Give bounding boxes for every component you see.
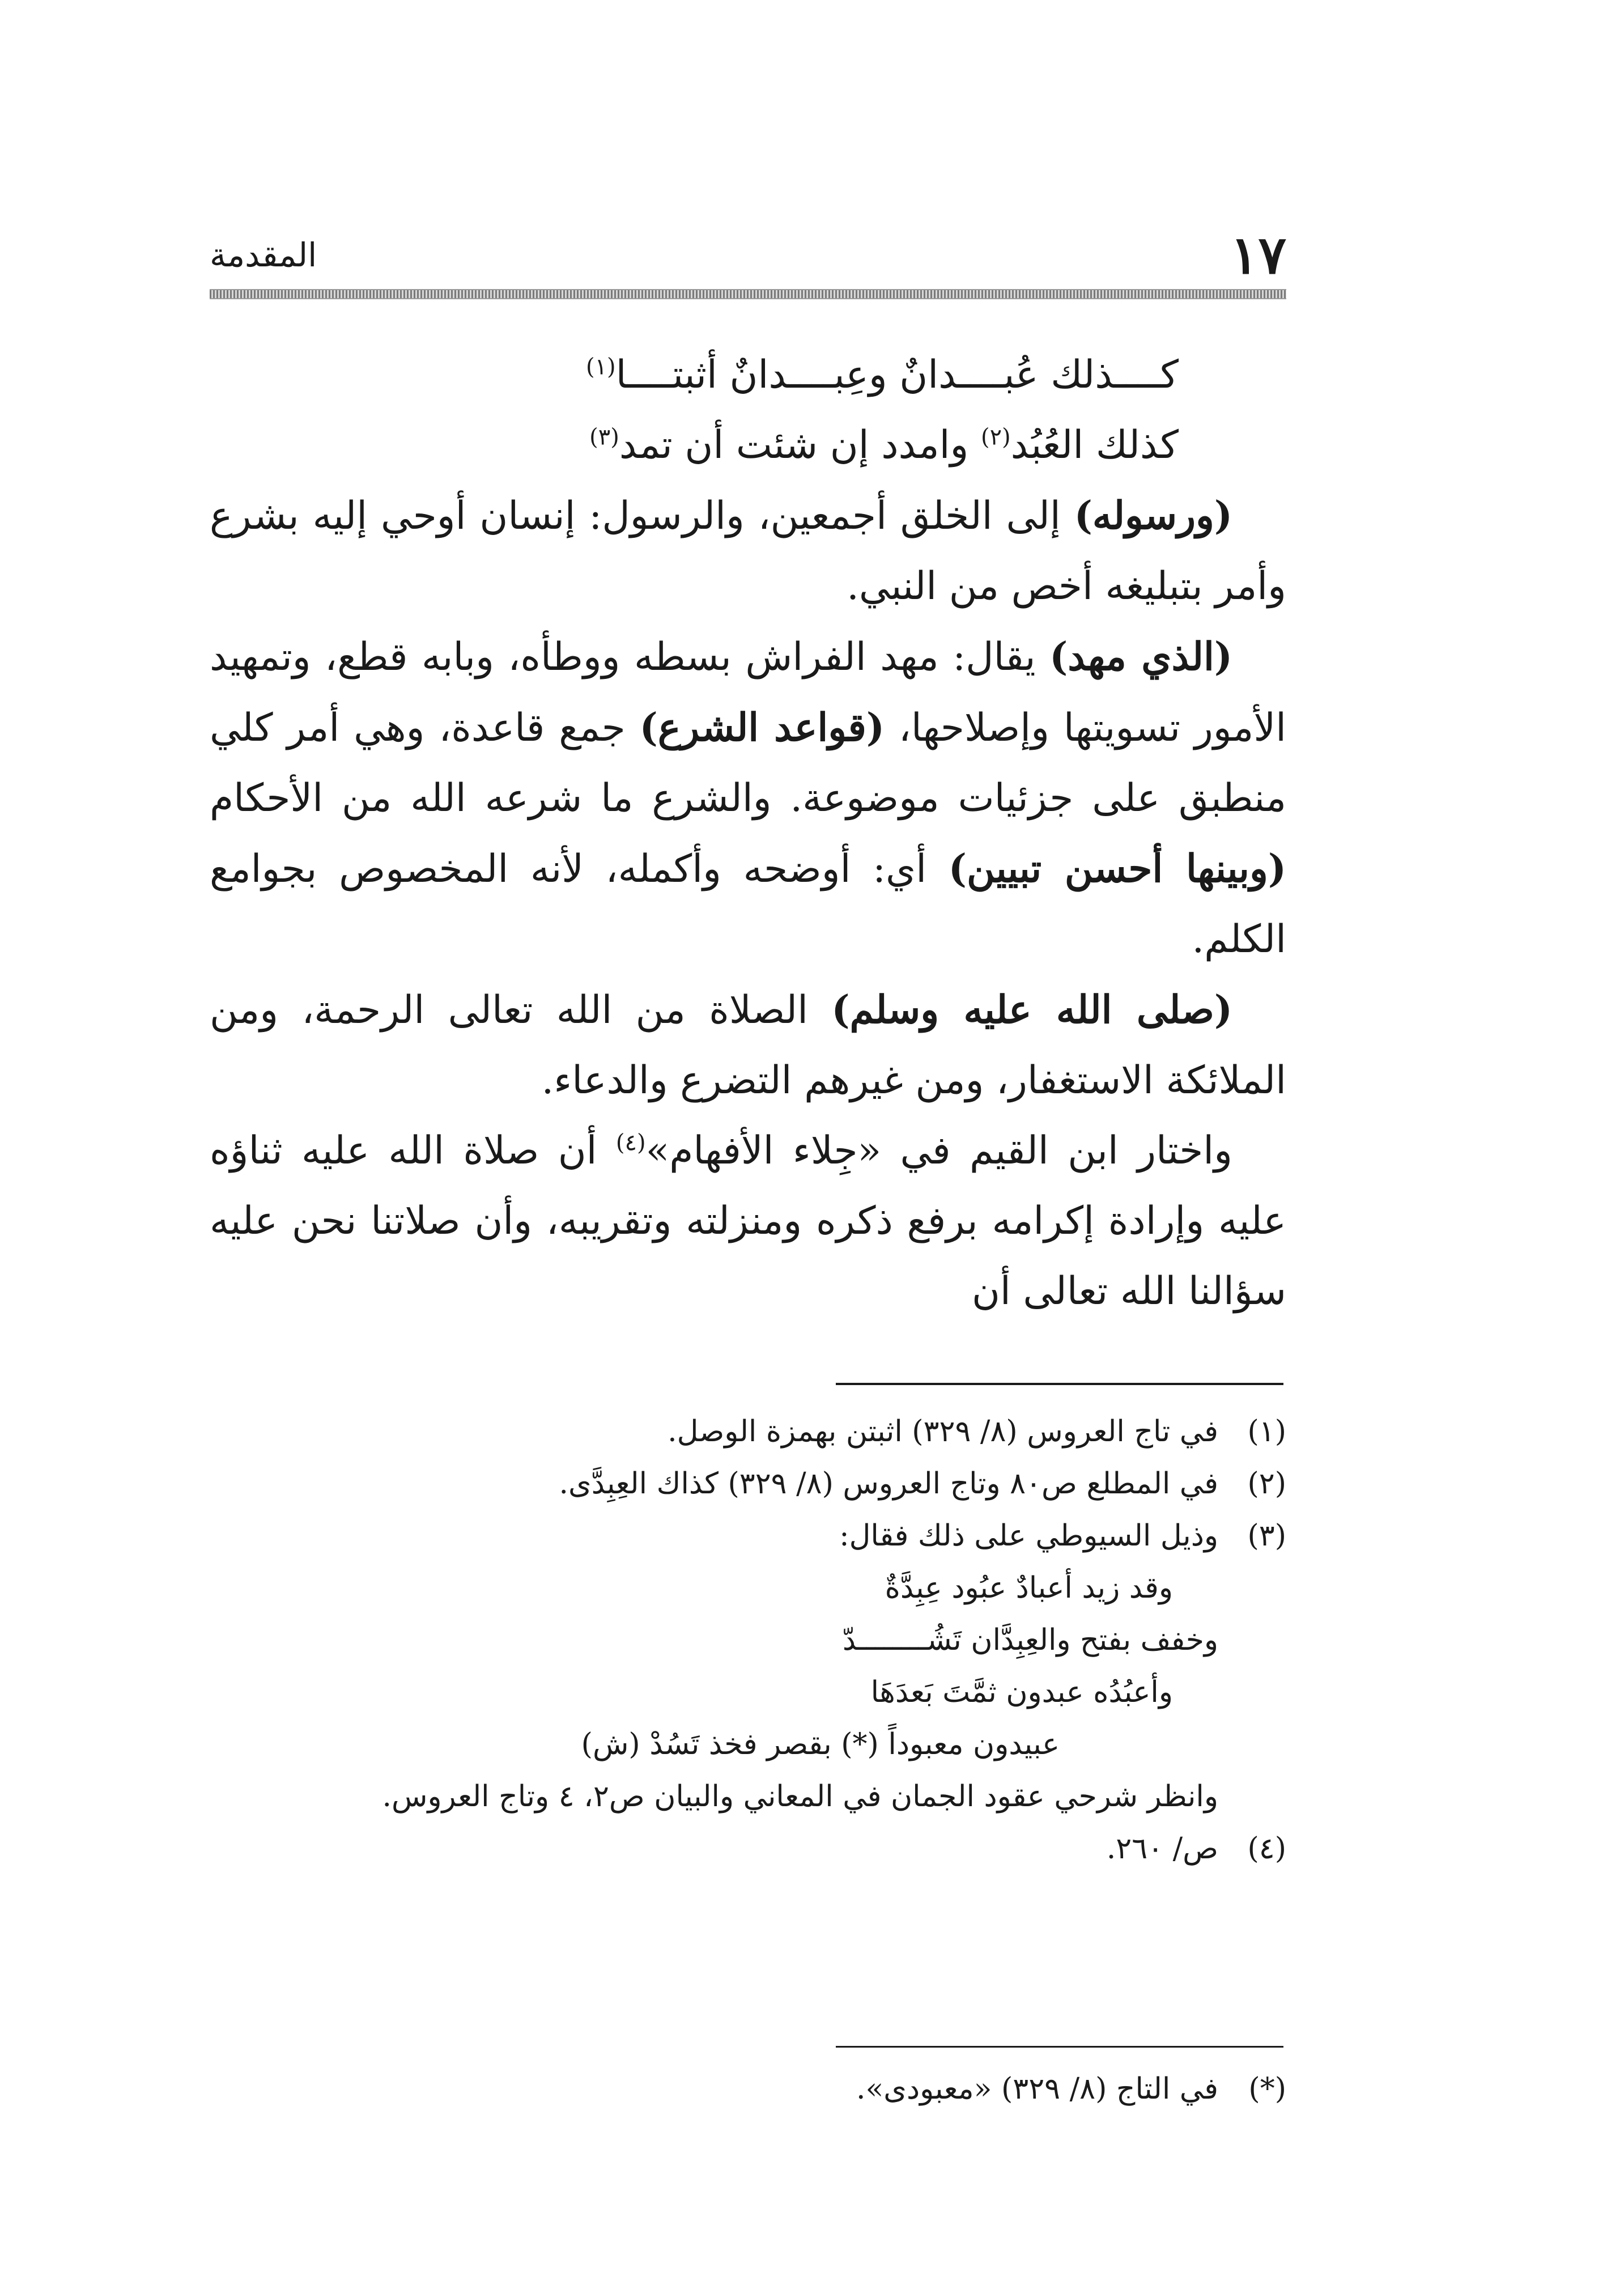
footnote-number: (٤) — [1247, 1832, 1286, 1866]
editor-note — [210, 2063, 1286, 2115]
footnote-1: (١) في تاج العروس (٨/ ٣٢٩) اثبتن بهمزة الوصل. — [210, 1405, 1286, 1458]
header-divider — [210, 289, 1286, 299]
footnote-number: (١) — [1247, 1415, 1286, 1449]
footnote-3-verse-4: عبيدون معبوداً (*) بقصر فخذ تَسُدْ (ش) — [581, 1727, 1060, 1761]
term-tabyin: (وبينها أحسن تبيين) — [948, 846, 1286, 891]
term-salah: (صلى الله عليه وسلم) — [831, 987, 1232, 1033]
footnote-3-verse-2: وخفف بفتح والعِبِدَّان تَشُــــــــدّ — [842, 1623, 1218, 1657]
footnote-2: (٢) في المطلع ص٨٠ وتاج العروس (٨/ ٣٢٩) كذاك العِبِدَّى. — [210, 1458, 1286, 1510]
footnote-star: (*) في التاج (٨/ ٣٢٩) «معبودى». — [210, 2063, 1286, 2115]
page-header — [210, 224, 1286, 286]
footnote-3-continuation: وانظر شرحي عقود الجمان في المعاني والبيان ص٢، ٤ وتاج العروس. — [382, 1780, 1218, 1814]
main-text — [210, 340, 1286, 1327]
footnote-number: (٣) — [1247, 1519, 1286, 1553]
paragraph-messenger: (ورسوله) إلى الخلق أجمعين، والرسول: إنسان أوحي إليه بشرع وأمر بتبليغه أخص من النبي. — [210, 493, 1286, 609]
footnote-3-verse-1: وقد زيد أعبادٌ عبُود عِبِدَّةٌ — [885, 1571, 1173, 1605]
footnote-number: (٢) — [1247, 1467, 1286, 1501]
footnote-3: (٣) وذيل السيوطي على ذلك فقال: — [210, 1510, 1286, 1562]
footnote-ref-4: (٤) — [615, 1129, 646, 1156]
footnote-number: (*) — [1248, 2072, 1286, 2106]
paragraph-mahhada: (الذي مهد) يقال: مهد الفراش بسطه ووطأه، وبابه قطع، وتمهيد الأمور تسويتها وإصلاحها، (قواعد الشرع) جمع قاعدة، وهي أمر كلي منطبق على جزئيات موضوعة. والشرع ما شرعه الله من الأحكام (وبينها أحسن تبيين) أي: أوضحه وأكمله، لأنه المخصوص بجوامع الكلم. — [210, 634, 1286, 962]
footnote-divider — [836, 1383, 1283, 1385]
verse-line-1: كــــذلك عُبــــدانٌ وعِبــــدانٌ أثبتــــا$^{(١)}$ — [585, 353, 1179, 397]
paragraph-ibn-qayyim: واختار ابن القيم في «جِلاء الأفهام»$^{(٤)}$ أن صلاة الله عليه ثناؤه عليه وإرادة إكرامه برفع ذكره ومنزلته وتقريبه، وأن صلاتنا نحن عليه سؤالنا الله تعالى أن — [210, 1128, 1287, 1314]
footnote-ref-2: (٢) — [980, 424, 1011, 451]
term-mahhada: (الذي مهد) — [1049, 634, 1233, 680]
paragraph-salah: (صلى الله عليه وسلم) الصلاة من الله تعالى الرحمة، ومن الملائكة الاستغفار، ومن غيرهم التضرع والدعاء. — [210, 987, 1286, 1103]
editor-note-divider — [836, 2046, 1283, 2048]
footnote-ref-1: (١) — [585, 354, 616, 380]
footnotes — [210, 1405, 1286, 1875]
section-title: المقدمة — [210, 236, 317, 274]
term-messenger: (ورسوله) — [1074, 493, 1232, 538]
page-number: ١٧ — [1230, 224, 1286, 286]
footnote-3-verse-3: وأعبُدُه عبدون ثمَّتَ بَعدَهَا — [870, 1675, 1173, 1709]
footnote-ref-3: (٣) — [589, 424, 619, 451]
verse-line-2: كذلك العُبُد$^{(٢)}$ وامدد إن شئت أن تمد$^{(٣)}$ — [589, 423, 1179, 468]
term-qawaid: (قواعد الشرع) — [639, 705, 885, 750]
footnote-4: (٤) ص/ ٢٦٠. — [210, 1823, 1286, 1875]
